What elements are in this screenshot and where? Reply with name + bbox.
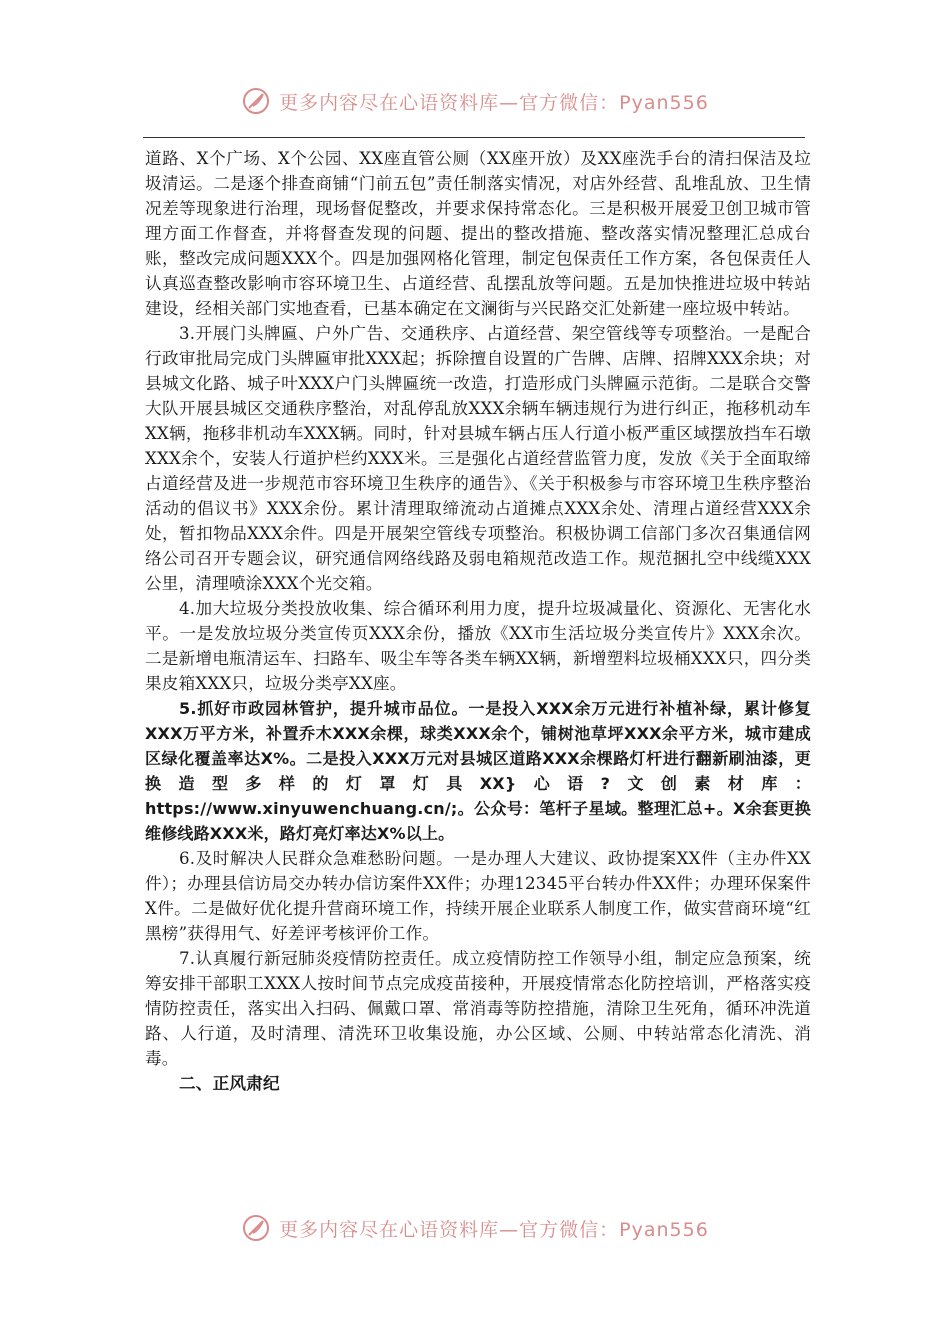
header-watermark [0,86,950,116]
watermark-text: 更多内容尽在心语资料库—官方微信：Pyan556 [279,1218,709,1241]
header-rule [143,137,805,138]
paragraph-continued: 道路、X个广场、X个公园、XX座直管公厕（XX座开放）及XX座洗手台的清扫保洁及垃圾清运。二是逐个排查商铺“门前五包”责任制落实情况，对店外经营、乱堆乱放、卫生情况差等现象进行治理，现场督促整改，并要求保持常态化。三是积极开展爱卫创卫城市管理方面工作督查，并将督查发现的问题、提出的整改措施、整改落实情况整理汇总成台账，整改完成问题XXX个。四是加强网格化管理，制定包保责任工作方案，各包保责任人认真巡查整改影响市容环境卫生、占道经营、乱摆乱放等问题。五是加快推进垃圾中转站建设，经相关部门实地查看，已基本确定在文澜街与兴民路交汇处新建一座垃圾中转站。 [145,149,811,318]
section-heading: 二、正风肃纪 [179,1074,280,1093]
footer-watermark [0,1213,950,1243]
paragraph-item-6: 6.及时解决人民群众急难愁盼问题。一是办理人大建议、政协提案XX件（主办件XX件）；办理县信访局交办转办信访案件XX件；办理12345平台转办件XX件；办理环保案件X件。二是做好优化提升营商环境工作，持续开展企业联系人制度工作，做实营商环境“红黑榜”获得用气、好差评考核评价工作。 [145,849,811,943]
paragraph-item-7: 7.认真履行新冠肺炎疫情防控责任。成立疫情防控工作领导小组，制定应急预案，统筹安排干部职工XXX人按时间节点完成疫苗接种，开展疫情常态化防控培训，严格落实疫情防控责任，落实出入扫码、佩戴口罩、常消毒等防控措施，清除卫生死角，循环冲洗道路、人行道，及时清理、清洗环卫收集设施，办公区域、公厕、中转站常态化清洗、消毒。 [145,949,811,1068]
quill-logo-icon [241,1213,271,1243]
watermark-text: 更多内容尽在心语资料库—官方微信：Pyan556 [279,91,709,114]
paragraph-item-3: 3.开展门头牌匾、户外广告、交通秩序、占道经营、架空管线等专项整治。一是配合行政审批局完成门头牌匾审批XXX起；拆除擅自设置的广告牌、店牌、招牌XXX余块；对县城文化路、城子叶XXX户门头牌匾统一改造，打造形成门头牌匾示范街。二是联合交警大队开展县城区交通秩序整治，对乱停乱放XXX余辆车辆违规行为进行纠正，拖移机动车XX辆，拖移非机动车XXX辆。同时，针对县城车辆占压人行道小板严重区域摆放挡车石墩XXX余个，安装人行道护栏约XXX米。三是强化占道经营监管力度，发放《关于全面取缔占道经营及进一步规范市容环境卫生秩序的通告》、《关于积极参与市容环境卫生秩序整治活动的倡议书》XXX余份。累计清理取缔流动占道摊点XXX余处、清理占道经营XXX余处，暂扣物品XXX余件。四是开展架空管线专项整治。积极协调工信部门多次召集通信网络公司召开专题会议，研究通信网络线路及弱电箱规范改造工作。规范捆扎空中线缆XXX公里，清理喷涂XXX个光交箱。 [145,324,811,593]
paragraph-item-5: 5.抓好市政园林管护，提升城市品位。一是投入XXX余万元进行补植补绿，累计修复XXX万平方米，补置乔木XXX余棵，球类XXX余个，铺树池草坪XXX余平方米，城市建成区绿化覆盖率达X%。二是投入XXX万元对县城区道路XXX余棵路灯杆进行翻新刷油漆，更换造型多样的灯罩灯具XX}心语?文创素材库：https://www.xinyuwenchuang.cn/;。公众号：笔杆子星域。整理汇总+。X余套更换维修线路XXX米，路灯亮灯率达X%以上。 [145,699,811,843]
paragraph-item-4: 4.加大垃圾分类投放收集、综合循环利用力度，提升垃圾减量化、资源化、无害化水平。一是发放垃圾分类宣传页XXX余份，播放《XX市生活垃圾分类宣传片》XXX余次。二是新增电瓶清运车、扫路车、吸尘车等各类车辆XX辆，新增塑料垃圾桶XXX只，四分类果皮箱XXX只，垃圾分类亭XX座。 [145,599,811,693]
quill-logo-icon [241,86,271,116]
document-body [145,146,811,1096]
